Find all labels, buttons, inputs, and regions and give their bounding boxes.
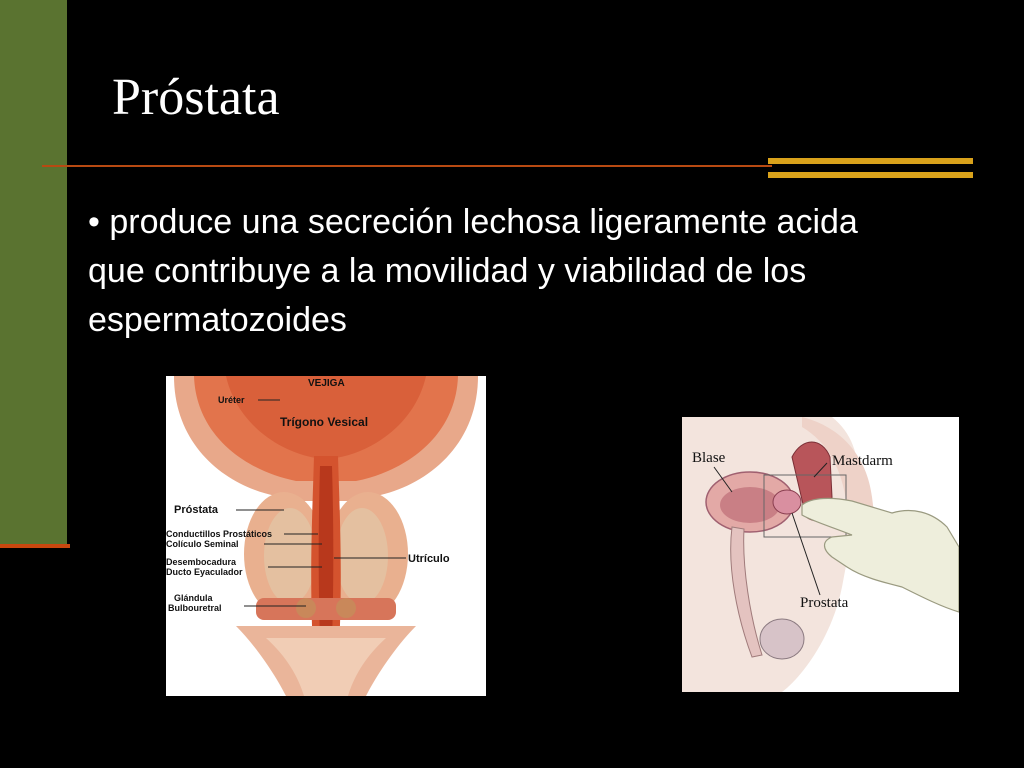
- label-glandula: Glándula: [174, 593, 213, 603]
- label-vejiga: VEJIGA: [308, 378, 345, 389]
- label-ducto: Ducto Eyaculador: [166, 567, 243, 577]
- label-ureter: Uréter: [218, 395, 245, 405]
- bullet-point: • produce una secreción lechosa ligeramente acida que contribuye a la movilidad y viabilidad de los espermatozoides: [88, 203, 858, 339]
- label-prostata: Próstata: [174, 504, 219, 516]
- prostate-section-image: [166, 376, 486, 696]
- label-prostata-de: Prostata: [800, 595, 849, 611]
- sidebar-edge-line: [0, 544, 70, 548]
- rectal-exam-drawing: [682, 417, 959, 692]
- accent-bar-top: [768, 158, 973, 164]
- prostate-section-drawing: [166, 376, 486, 696]
- sidebar-accent: [0, 0, 67, 546]
- label-blase: Blase: [692, 450, 726, 466]
- label-utriculo: Utrículo: [408, 553, 450, 565]
- label-bulbouretral: Bulbouretral: [168, 603, 222, 613]
- label-trigono: Trígono Vesical: [280, 415, 369, 429]
- slide-title: Próstata: [112, 69, 280, 126]
- rectal-exam-image: [682, 417, 959, 692]
- label-mastdarm: Mastdarm: [832, 453, 893, 469]
- accent-bar-bottom: [768, 172, 973, 178]
- label-desembocadura: Desembocadura: [166, 557, 237, 567]
- label-conductillos: Conductillos Prostáticos: [166, 529, 273, 539]
- title-underline: [42, 165, 772, 167]
- label-coliculo: Colículo Seminal: [166, 539, 239, 549]
